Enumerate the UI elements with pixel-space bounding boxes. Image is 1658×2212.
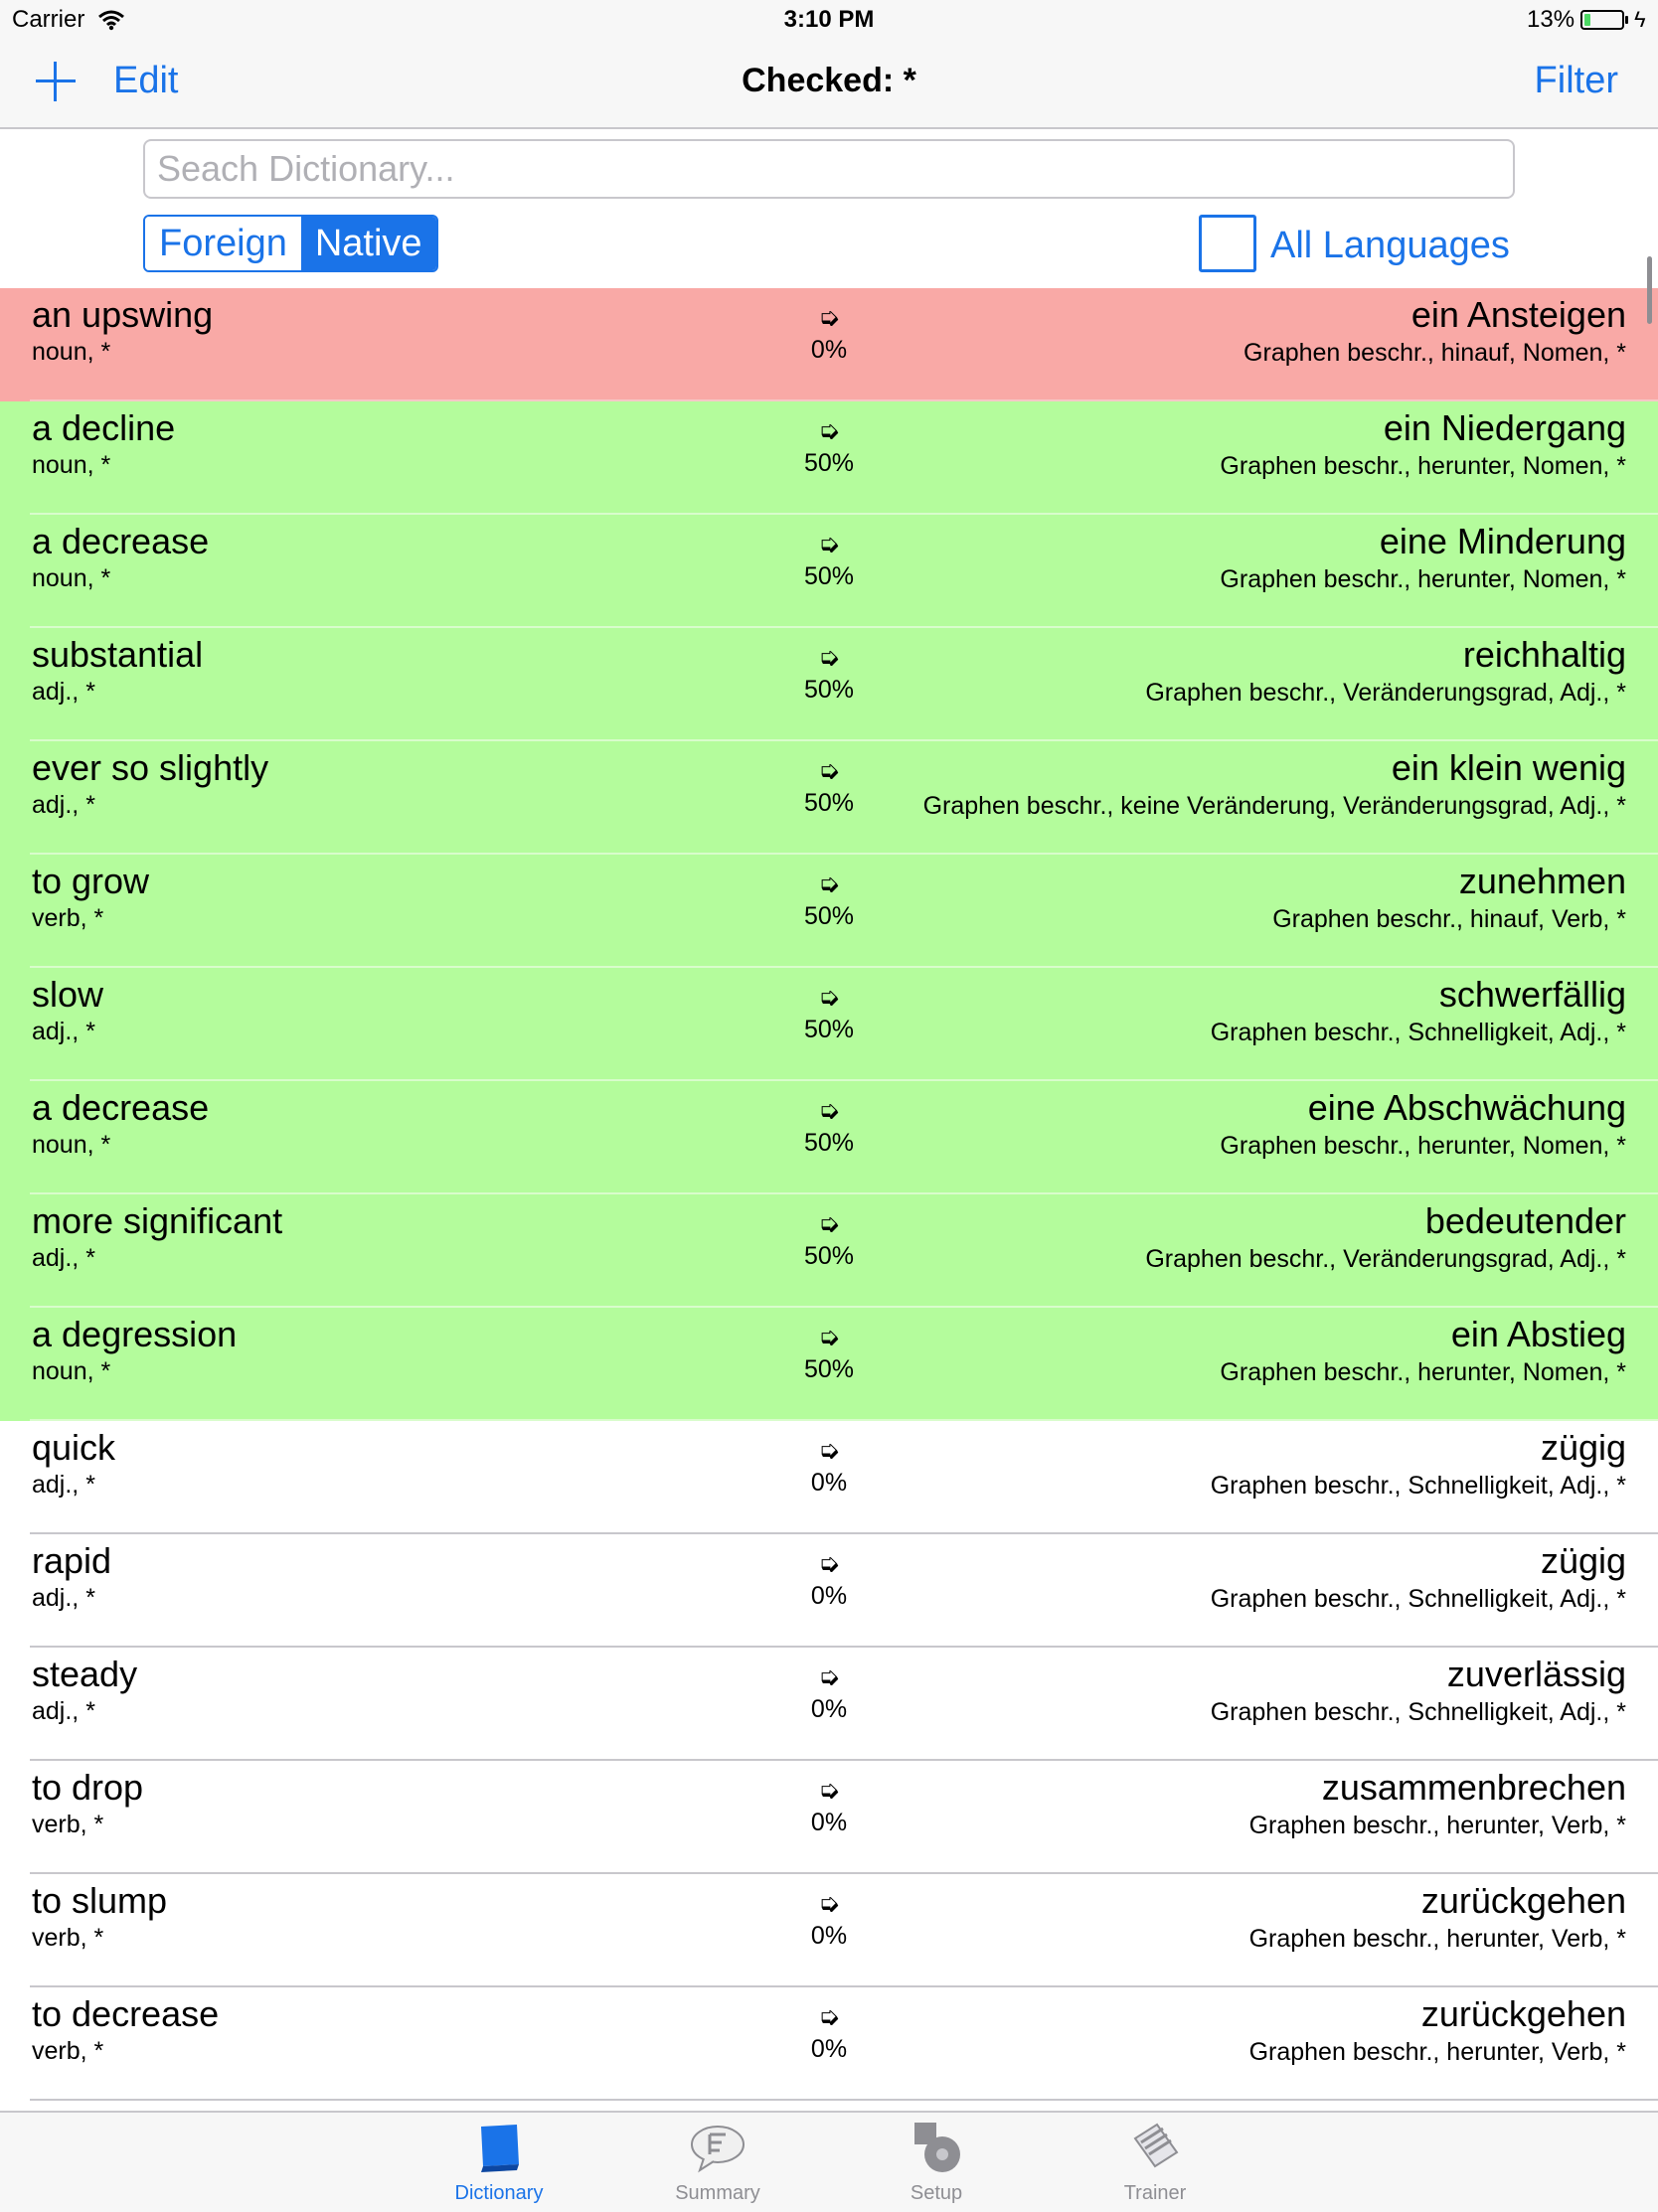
foreign-word: to grow — [32, 861, 150, 901]
foreign-meta: verb, * — [32, 2037, 104, 2065]
share-arrow-icon[interactable]: ➭ — [818, 1095, 840, 1125]
page-title: Checked: * — [742, 62, 916, 99]
native-meta: Graphen beschr., herunter, Nomen, * — [1220, 1358, 1626, 1386]
dictionary-list[interactable] — [0, 288, 1658, 2111]
foreign-word: to decrease — [32, 1993, 220, 2034]
native-meta: Graphen beschr., herunter, Nomen, * — [1220, 452, 1626, 480]
native-meta: Graphen beschr., herunter, Nomen, * — [1220, 1132, 1626, 1160]
all-languages-checkbox[interactable] — [1199, 215, 1256, 272]
foreign-word: steady — [32, 1654, 138, 1694]
list-item[interactable] — [0, 1081, 1658, 1194]
share-arrow-icon[interactable]: ➭ — [818, 1548, 840, 1578]
native-word: ein Niedergang — [1383, 407, 1626, 448]
foreign-meta: adj., * — [32, 1697, 95, 1725]
list-item[interactable] — [0, 741, 1658, 855]
search-input[interactable] — [143, 139, 1515, 199]
native-meta: Graphen beschr., herunter, Verb, * — [1248, 1812, 1626, 1839]
native-word: reichhaltig — [1462, 634, 1626, 675]
native-meta: Graphen beschr., Schnelligkeit, Adj., * — [1210, 1585, 1626, 1613]
foreign-word: quick — [32, 1427, 116, 1468]
share-arrow-icon[interactable]: ➭ — [818, 642, 840, 672]
foreign-meta: noun, * — [32, 451, 111, 479]
native-meta: Graphen beschr., herunter, Nomen, * — [1220, 565, 1626, 593]
segment-foreign[interactable]: Foreign — [145, 217, 301, 270]
progress-percent: 0% — [810, 1809, 848, 1836]
tab-summary[interactable] — [618, 2113, 817, 2212]
gears-icon — [909, 2121, 964, 2176]
foreign-word: slow — [32, 974, 104, 1015]
share-arrow-icon[interactable]: ➭ — [818, 982, 840, 1012]
list-item[interactable] — [0, 855, 1658, 968]
progress-percent: 50% — [803, 1242, 855, 1270]
share-arrow-icon[interactable]: ➭ — [818, 1888, 840, 1918]
foreign-meta: adj., * — [32, 1471, 95, 1499]
progress-percent: 50% — [803, 1355, 855, 1383]
native-meta: Graphen beschr., Schnelligkeit, Adj., * — [1210, 1698, 1626, 1726]
language-segmented-control — [143, 215, 438, 272]
list-item[interactable] — [0, 288, 1658, 401]
native-word: zuverlässig — [1446, 1654, 1626, 1694]
battery-tip — [1625, 16, 1628, 24]
filter-button[interactable]: Filter — [1534, 60, 1618, 101]
scroll-indicator[interactable] — [1647, 256, 1652, 324]
native-word: zurückgehen — [1420, 1880, 1626, 1921]
list-item[interactable] — [0, 401, 1658, 515]
foreign-word: ever so slightly — [32, 747, 269, 788]
foreign-meta: adj., * — [32, 791, 95, 819]
foreign-word: to drop — [32, 1767, 144, 1808]
speech-bubble-icon — [690, 2121, 746, 2176]
foreign-word: rapid — [32, 1540, 112, 1581]
native-word: schwerfällig — [1438, 974, 1626, 1015]
progress-percent: 50% — [803, 676, 855, 704]
share-arrow-icon[interactable]: ➭ — [818, 415, 840, 445]
progress-percent: 0% — [810, 336, 848, 364]
cards-icon — [1127, 2121, 1183, 2176]
native-meta: Graphen beschr., Schnelligkeit, Adj., * — [1210, 1472, 1626, 1500]
list-item[interactable] — [0, 515, 1658, 628]
list-item[interactable] — [0, 1194, 1658, 1308]
clock: 3:10 PM — [783, 6, 875, 33]
list-item[interactable] — [0, 968, 1658, 1081]
foreign-meta: adj., * — [32, 678, 95, 706]
navigation-bar — [0, 40, 1658, 129]
foreign-word: substantial — [32, 634, 204, 675]
carrier-label: Carrier — [12, 6, 85, 33]
native-meta: Graphen beschr., hinauf, Verb, * — [1272, 905, 1626, 933]
foreign-word: an upswing — [32, 294, 214, 335]
share-arrow-icon[interactable]: ➭ — [818, 302, 840, 332]
progress-percent: 50% — [803, 789, 855, 817]
tab-setup[interactable] — [837, 2113, 1036, 2212]
tab-label: Dictionary — [454, 2182, 544, 2204]
share-arrow-icon[interactable]: ➭ — [818, 1435, 840, 1465]
list-item[interactable] — [0, 1534, 1658, 1648]
share-arrow-icon[interactable]: ➭ — [818, 529, 840, 558]
list-item[interactable] — [0, 628, 1658, 741]
foreign-meta: adj., * — [32, 1018, 95, 1045]
foreign-meta: noun, * — [32, 564, 111, 592]
progress-percent: 0% — [810, 1582, 848, 1610]
foreign-meta: adj., * — [32, 1244, 95, 1272]
tab-dictionary[interactable] — [400, 2113, 598, 2212]
charging-bolt-icon: ϟ — [1634, 7, 1646, 32]
battery-icon — [1580, 10, 1624, 30]
foreign-meta: verb, * — [32, 1811, 104, 1838]
progress-percent: 0% — [810, 1922, 848, 1950]
tab-trainer[interactable] — [1056, 2113, 1254, 2212]
native-meta: Graphen beschr., Veränderungsgrad, Adj., * — [1145, 679, 1626, 707]
edit-button[interactable]: Edit — [113, 60, 179, 101]
foreign-word: a degression — [32, 1314, 238, 1354]
tab-bar — [0, 2111, 1658, 2212]
row-divider — [30, 2099, 1658, 2101]
native-word: zügig — [1540, 1540, 1626, 1581]
tab-label: Trainer — [1123, 2182, 1187, 2204]
native-word: zügig — [1540, 1427, 1626, 1468]
list-item[interactable] — [0, 1874, 1658, 1987]
progress-percent: 50% — [803, 1016, 855, 1043]
book-icon — [471, 2121, 527, 2176]
progress-percent: 50% — [803, 902, 855, 930]
segment-native[interactable]: Native — [301, 217, 436, 270]
foreign-meta: verb, * — [32, 1924, 104, 1952]
list-item[interactable] — [0, 1421, 1658, 1534]
native-meta: Graphen beschr., hinauf, Nomen, * — [1244, 339, 1626, 367]
native-word: ein Ansteigen — [1410, 294, 1626, 335]
battery-percent: 13% — [1527, 6, 1575, 33]
native-meta: Graphen beschr., Schnelligkeit, Adj., * — [1210, 1019, 1626, 1046]
share-arrow-icon[interactable]: ➭ — [818, 869, 840, 898]
native-word: zunehmen — [1458, 861, 1626, 901]
foreign-word: a decrease — [32, 521, 210, 561]
tab-label: Setup — [910, 2182, 963, 2204]
native-word: eine Abschwächung — [1307, 1087, 1626, 1128]
list-item[interactable] — [0, 1308, 1658, 1421]
native-meta: Graphen beschr., keine Veränderung, Veränderungsgrad, Adj., * — [922, 792, 1626, 820]
share-arrow-icon[interactable]: ➭ — [818, 1775, 840, 1805]
tab-label: Summary — [675, 2182, 760, 2204]
foreign-word: a decrease — [32, 1087, 210, 1128]
native-word: bedeutender — [1424, 1200, 1626, 1241]
share-arrow-icon[interactable]: ➭ — [818, 1208, 840, 1238]
foreign-meta: adj., * — [32, 1584, 95, 1612]
share-arrow-icon[interactable]: ➭ — [818, 1661, 840, 1691]
share-arrow-icon[interactable]: ➭ — [818, 2001, 840, 2031]
foreign-word: to slump — [32, 1880, 168, 1921]
native-word: ein klein wenig — [1391, 747, 1626, 788]
progress-percent: 0% — [810, 2035, 848, 2063]
all-languages-label[interactable]: All Languages — [1270, 225, 1510, 266]
progress-percent: 50% — [803, 562, 855, 590]
status-bar — [0, 0, 1658, 40]
native-word: ein Abstieg — [1450, 1314, 1626, 1354]
native-meta: Graphen beschr., herunter, Verb, * — [1248, 1925, 1626, 1953]
list-item[interactable] — [0, 1987, 1658, 2101]
progress-percent: 0% — [810, 1469, 848, 1497]
foreign-word: more significant — [32, 1200, 283, 1241]
native-meta: Graphen beschr., herunter, Verb, * — [1248, 2038, 1626, 2066]
native-word: eine Minderung — [1379, 521, 1626, 561]
foreign-meta: verb, * — [32, 904, 104, 932]
foreign-word: a decline — [32, 407, 176, 448]
list-item[interactable] — [0, 1761, 1658, 1874]
foreign-meta: noun, * — [32, 338, 111, 366]
list-item[interactable] — [0, 1648, 1658, 1761]
native-meta: Graphen beschr., Veränderungsgrad, Adj., * — [1145, 1245, 1626, 1273]
progress-percent: 50% — [803, 1129, 855, 1157]
foreign-meta: noun, * — [32, 1357, 111, 1385]
native-word: zurückgehen — [1420, 1993, 1626, 2034]
progress-percent: 50% — [803, 449, 855, 477]
foreign-meta: noun, * — [32, 1131, 111, 1159]
progress-percent: 0% — [810, 1695, 848, 1723]
share-arrow-icon[interactable]: ➭ — [818, 1322, 840, 1351]
share-arrow-icon[interactable]: ➭ — [818, 755, 840, 785]
native-word: zusammenbrechen — [1321, 1767, 1626, 1808]
